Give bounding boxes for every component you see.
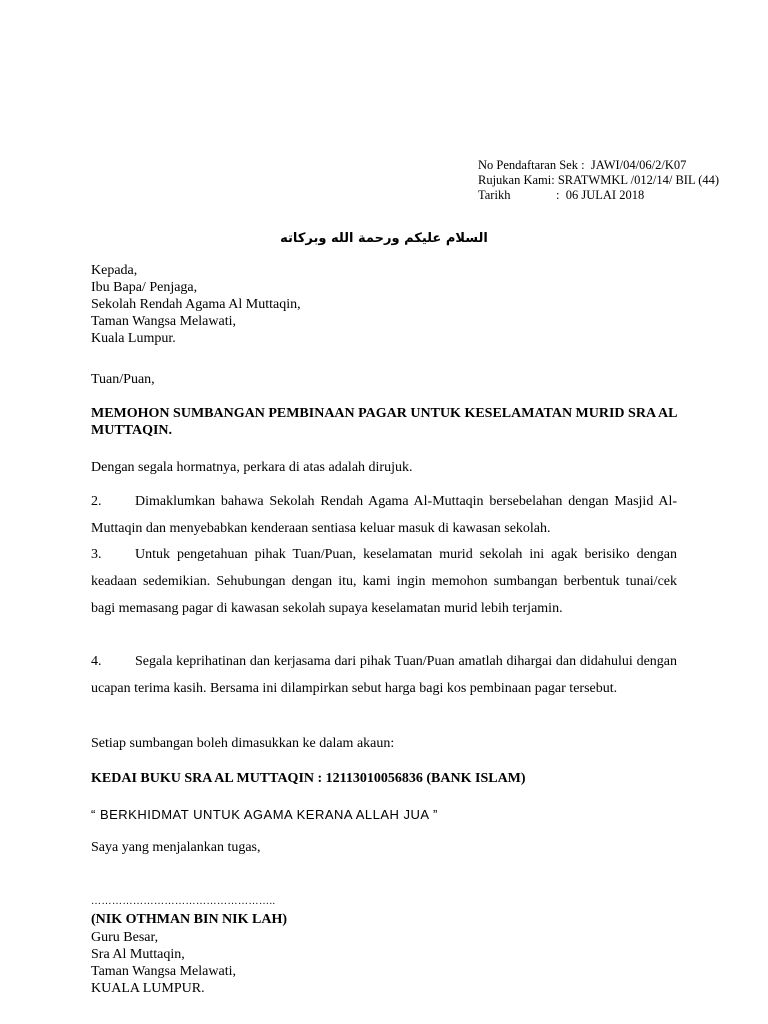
- registration-number: [478, 158, 719, 173]
- reference-block: [478, 158, 719, 203]
- paragraph-number: 2.: [91, 494, 102, 509]
- signatory-title: Guru Besar,: [91, 930, 159, 945]
- paragraph-text: Segala keprihatinan dan kerjasama dari pihak Tuan/Puan amatlah dihargai dan didahului dengan ucapan terima kasih. Bersama ini dilampirkan sebut harga bagi kos pembinaan pagar tersebut.: [91, 654, 677, 696]
- paragraph-3: [91, 541, 677, 622]
- registration-value: JAWI/04/06/2/K07: [590, 158, 687, 172]
- signatory-details: [91, 929, 677, 997]
- date-separator: :: [556, 188, 560, 202]
- paragraph-4: [91, 648, 677, 702]
- recipient-line: Sekolah Rendah Agama Al Muttaqin,: [91, 297, 301, 312]
- recipient-line: Ibu Bapa/ Penjaga,: [91, 280, 198, 295]
- date-label: Tarikh: [478, 188, 511, 202]
- reference-label: Rujukan Kami:: [478, 173, 555, 187]
- signature-line: ……………………………………………..: [91, 896, 276, 907]
- reference-value: SRATWMKL /012/14/ BIL (44): [557, 173, 720, 187]
- contribution-note: Setiap sumbangan boleh dimasukkan ke dalam akaun:: [91, 736, 395, 751]
- paragraph-2: [91, 488, 677, 542]
- paragraph-number: 4.: [91, 654, 102, 669]
- recipient-address: [91, 262, 677, 347]
- paragraph-text: Dimaklumkan bahawa Sekolah Rendah Agama Al-Muttaqin bersebelahan dengan Masjid Al-Muttaqin dan menyebabkan kenderaan sentiasa keluar masuk di kawasan sekolah.: [91, 494, 677, 536]
- letter-date: [478, 188, 719, 203]
- paragraph-text: Untuk pengetahuan pihak Tuan/Puan, keselamatan murid sekolah ini agak berisiko dengan keadaan sedemikian. Sehubungan dengan itu, kami ingin memohon sumbangan berbentuk tunai/cek bagi memasang pagar di kawasan sekolah supaya keselamatan murid lebih terjamin.: [91, 547, 677, 616]
- our-reference: [478, 173, 719, 188]
- signatory-name: (NIK OTHMAN BIN NIK LAH): [91, 912, 288, 927]
- paragraph-number: 3.: [91, 547, 102, 562]
- intro-paragraph: Dengan segala hormatnya, perkara di atas adalah dirujuk.: [91, 460, 413, 475]
- recipient-line: Kepada,: [91, 263, 138, 278]
- letter-subject: MEMOHON SUMBANGAN PEMBINAAN PAGAR UNTUK KESELAMATAN MURID SRA AL MUTTAQIN.: [91, 406, 677, 438]
- bank-account-line: KEDAI BUKU SRA AL MUTTAQIN : 12113010056836 (BANK ISLAM): [91, 771, 526, 786]
- recipient-line: Kuala Lumpur.: [91, 331, 176, 346]
- motto: “ BERKHIDMAT UNTUK AGAMA KERANA ALLAH JUA ”: [91, 807, 438, 822]
- registration-label: No Pendaftaran Sek :: [478, 158, 585, 172]
- salutation: Tuan/Puan,: [91, 372, 155, 387]
- closing-line: Saya yang menjalankan tugas,: [91, 840, 261, 855]
- signatory-org: Sra Al Muttaqin,: [91, 947, 185, 962]
- signatory-city: KUALA LUMPUR.: [91, 981, 205, 996]
- signatory-area: Taman Wangsa Melawati,: [91, 964, 236, 979]
- arabic-greeting: السلام عليكم ورحمة الله وبركاته: [280, 231, 488, 246]
- date-value: 06 JULAI 2018: [565, 188, 645, 202]
- recipient-line: Taman Wangsa Melawati,: [91, 314, 236, 329]
